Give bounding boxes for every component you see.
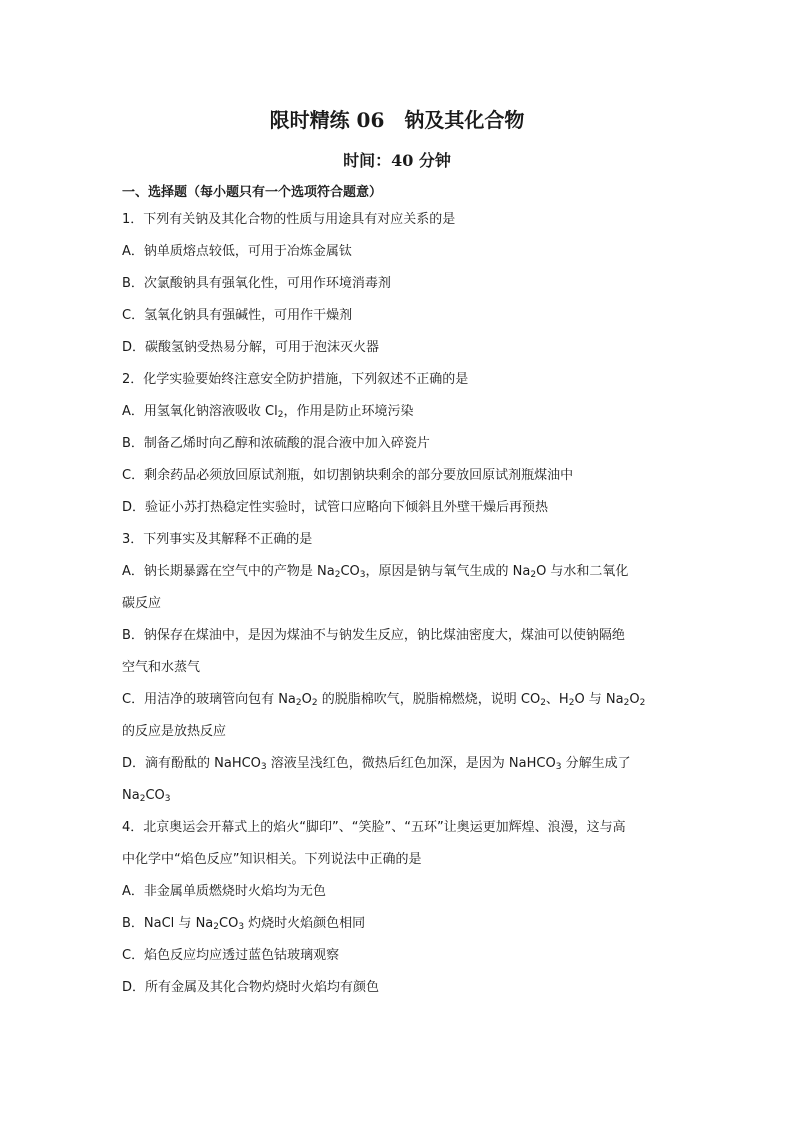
q2-option-b: B．制备乙烯时向乙醇和浓硫酸的混合液中加入碎瓷片 — [122, 436, 430, 451]
q1-option-c: C．氢氧化钠具有强碱性，可用作干燥剂 — [122, 308, 353, 323]
q3-option-c-cont: 的反应是放热反应 — [122, 724, 227, 739]
q3-option-c: C．用洁净的玻璃管向包有 $Na_2O_2$ 的脱脂棉吹气，脱脂棉燃烧，说明 $CO_2$、$H_2O$ 与 $Na_2O_2$ — [122, 692, 646, 708]
q3-option-d: D．滴有酚酞的 NaHCO$_3$ 溶液呈浅红色，微热后红色加深，是因为 NaHCO$_3$ 分解生成了 — [122, 756, 631, 772]
section-heading: 一、选择题（每小题只有一个选项符合题意） — [122, 185, 383, 200]
q2-option-a: A．用氢氧化钠溶液吸收 $Cl_2$，作用是防止环境污染 — [122, 404, 414, 420]
page-title: 限时精练 06 钠及其化合物 — [269, 108, 525, 132]
q1-option-d: D．碳酸氢钠受热易分解，可用于泡沫灭火器 — [122, 340, 380, 355]
q3-option-a-cont: 碳反应 — [122, 596, 162, 611]
time-limit: 时间：40 分钟 — [343, 151, 451, 170]
q1-option-b: B．次氯酸钠具有强氧化性，可用作环境消毒剂 — [122, 276, 391, 291]
q1-stem: 1．下列有关钠及其化合物的性质与用途具有对应关系的是 — [122, 212, 456, 227]
q2-option-c: C．剩余药品必须放回原试剂瓶，如切割钠块剩余的部分要放回原试剂瓶煤油中 — [122, 468, 574, 483]
q4-stem-cont: 中化学中“焰色反应”知识相关。下列说法中正确的是 — [122, 852, 422, 867]
q3-option-b: B．钠保存在煤油中，是因为煤油不与钠发生反应，钠比煤油密度大，煤油可以使钠隔绝 — [122, 628, 625, 643]
q3-option-b-cont: 空气和水蒸气 — [122, 660, 201, 675]
q4-option-c: C．焰色反应均应透过蓝色钴玻璃观察 — [122, 948, 340, 963]
q4-option-a: A．非金属单质燃烧时火焰均为无色 — [122, 884, 326, 899]
question-list — [122, 181, 684, 1004]
q1-option-a: A．钠单质熔点较低，可用于冶炼金属钛 — [122, 244, 352, 259]
q4-stem: 4．北京奥运会开幕式上的焰火“脚印”、“笑脸”、“五环”让奥运更加辉煌、浪漫，这与高 — [122, 820, 626, 835]
q4-option-b: B．NaCl 与 $Na_2CO_3$ 灼烧时火焰颜色相同 — [122, 916, 366, 932]
q4-option-d: D．所有金属及其化合物灼烧时火焰均有颜色 — [122, 980, 380, 995]
q2-stem: 2．化学实验要始终注意安全防护措施，下列叙述不正确的是 — [122, 372, 469, 387]
q3-option-d-cont: $Na_2CO_3$ — [122, 788, 171, 804]
q2-option-d: D．验证小苏打热稳定性实验时，试管口应略向下倾斜且外壁干燥后再预热 — [122, 500, 549, 515]
q3-option-a: A．钠长期暴露在空气中的产物是 $Na_2CO_3$，原因是钠与氧气生成的 $Na_2O$ 与水和二氧化 — [122, 564, 629, 580]
q3-stem: 3．下列事实及其解释不正确的是 — [122, 532, 313, 547]
